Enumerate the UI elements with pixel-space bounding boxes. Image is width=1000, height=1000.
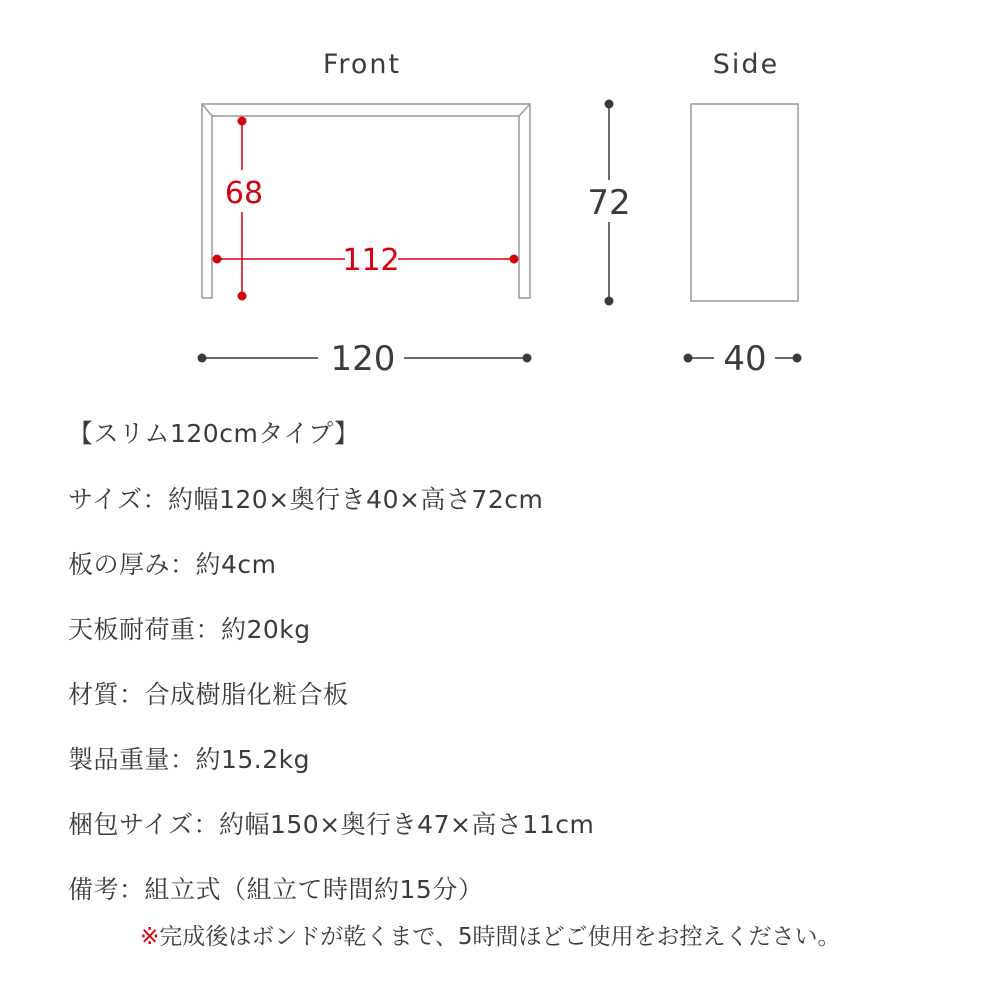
inner-height-dimension xyxy=(225,117,263,301)
inner-height-label: 68 xyxy=(224,176,264,211)
total-height-label: 72 xyxy=(587,183,631,223)
total-width-dimension xyxy=(198,339,532,379)
spec-weight: 製品重量：約15.2kg xyxy=(68,745,311,774)
spec-title: 【スリム120cmタイプ】 xyxy=(68,419,360,448)
spec-load-capacity: 天板耐荷重：約20kg xyxy=(68,615,311,644)
total-width-label: 120 xyxy=(330,339,396,379)
side-view-desk xyxy=(691,104,798,301)
inner-width-label: 112 xyxy=(342,243,400,278)
spec-material: 材質：合成樹脂化粧合板 xyxy=(68,680,349,709)
spec-note xyxy=(140,918,840,951)
total-height-dimension xyxy=(587,100,630,306)
depth-dimension xyxy=(684,339,802,379)
dimension-diagram xyxy=(0,0,1000,400)
side-view-label: Side xyxy=(712,49,780,80)
spec-size: サイズ：約幅120×奥行き40×高さ72cm xyxy=(68,485,544,514)
inner-width-dimension xyxy=(213,243,519,278)
front-view-label: Front xyxy=(322,49,402,80)
note-text: 完成後はボンドが乾くまで、5時間ほどご使用をお控えください。 xyxy=(159,924,841,950)
spec-thickness: 板の厚み：約4cm xyxy=(68,550,277,579)
depth-label: 40 xyxy=(723,339,767,379)
spec-remarks: 備考：組立式（組立て時間約15分） xyxy=(68,875,484,904)
spec-package-size: 梱包サイズ：約幅150×奥行き47×高さ11cm xyxy=(68,810,595,839)
note-mark: ※ xyxy=(140,924,160,950)
